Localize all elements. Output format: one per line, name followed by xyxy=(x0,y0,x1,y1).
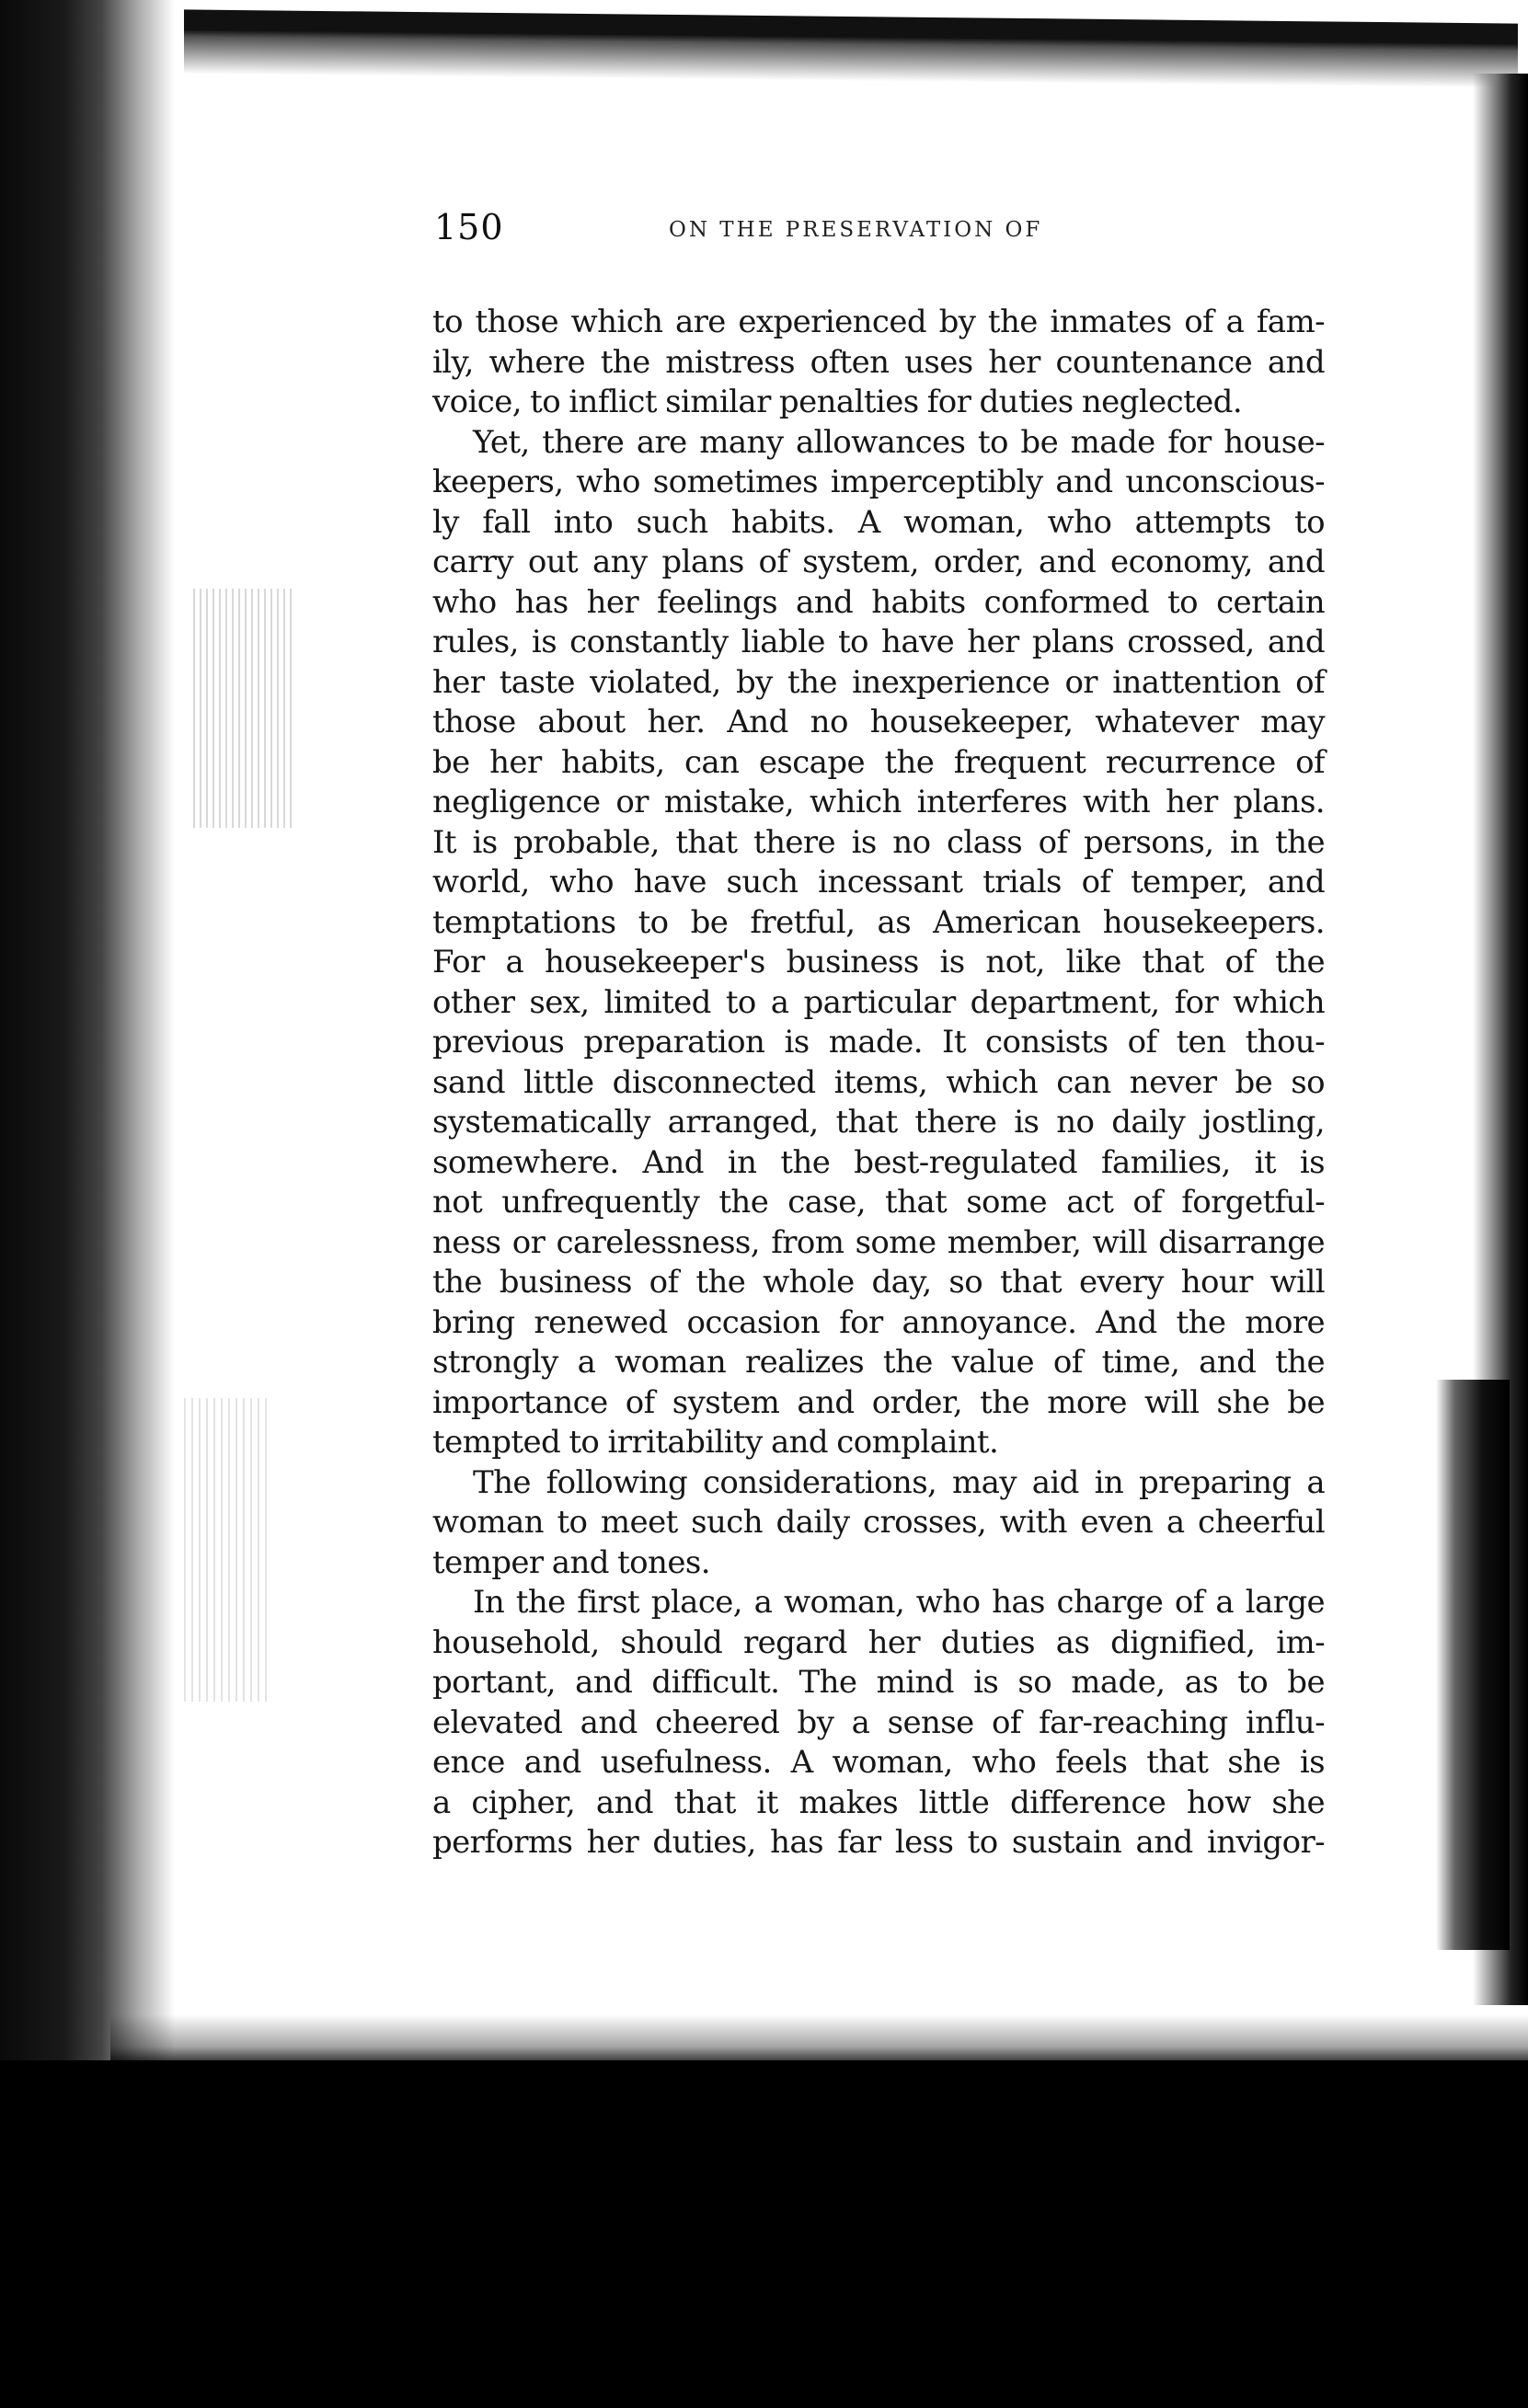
paragraph-3 xyxy=(432,1463,1325,1584)
text-line: bring renewed occasion for annoyance. And the more xyxy=(432,1303,1325,1341)
text-line: ly fall into such habits. A woman, who attempts to xyxy=(432,503,1325,541)
text-line: previous preparation is made. It consists of ten thou- xyxy=(432,1024,1325,1061)
text-line: somewhere. And in the best-regulated families, it is xyxy=(432,1143,1325,1181)
text-line: her taste violated, by the inexperience or inattention of xyxy=(432,663,1325,701)
text-line: The following considerations, may aid in preparing a xyxy=(473,1463,1325,1501)
text-line: household, should regard her duties as dignified, im- xyxy=(432,1623,1325,1661)
text-line: ness or carelessness, from some member, will disarrange xyxy=(432,1223,1325,1261)
text-line: other sex, limited to a particular department, for which xyxy=(432,983,1325,1021)
text-line: tempted to irritability and complaint. xyxy=(432,1424,999,1461)
text-line: In the first place, a woman, who has charge of a large xyxy=(473,1584,1325,1621)
text-line: importance of system and order, the more will she be xyxy=(432,1383,1325,1421)
text-line: sand little disconnected items, which can never be so xyxy=(432,1063,1325,1101)
scan-right-dark-patch xyxy=(1436,1380,1510,1950)
text-line: world, who have such incessant trials of temper, and xyxy=(432,864,1325,900)
text-line: rules, is constantly liable to have her plans crossed, and xyxy=(432,624,1325,660)
text-line: voice, to inflict similar penalties for duties neglected. xyxy=(432,384,1243,420)
paragraph-4 xyxy=(432,1583,1325,1863)
text-line: Yet, there are many allowances to be made for house- xyxy=(473,423,1325,461)
paragraph-1 xyxy=(432,303,1325,423)
text-line: ence and usefulness. A woman, who feels that she is xyxy=(432,1744,1325,1781)
page-number: 150 xyxy=(434,207,504,247)
scan-bottom-black-area xyxy=(0,2060,1528,2408)
text-line: temper and tones. xyxy=(432,1543,710,1581)
text-line: a cipher, and that it makes little difference how she xyxy=(432,1783,1325,1821)
text-line: the business of the whole day, so that every hour will xyxy=(432,1264,1325,1301)
text-line: It is probable, that there is no class of persons, in the xyxy=(432,823,1325,861)
running-head xyxy=(432,198,1325,253)
body-text xyxy=(432,303,1325,1863)
book-page xyxy=(432,198,1325,1863)
scan-bleed-through-upper xyxy=(193,589,294,828)
text-line: ily, where the mistress often uses her countenance and xyxy=(432,343,1325,381)
text-line: temptations to be fretful, as American housekeepers. xyxy=(432,903,1325,941)
text-line: not unfrequently the case, that some act of forgetful- xyxy=(432,1184,1325,1221)
text-line: woman to meet such daily crosses, with even a cheerful xyxy=(432,1504,1325,1541)
text-line: who has her feelings and habits conformed to certain xyxy=(432,583,1325,621)
text-line: be her habits, can escape the frequent recurrence of xyxy=(432,743,1325,781)
text-line: negligence or mistake, which interferes with her plans. xyxy=(432,784,1325,820)
text-line: those about her. And no housekeeper, whatever may xyxy=(432,704,1325,740)
text-line: performs her duties, has far less to sustain and invigor- xyxy=(432,1824,1325,1861)
paragraph-2 xyxy=(432,423,1325,1463)
text-line: to those which are experienced by the inmates of a fam- xyxy=(432,304,1325,340)
scan-bleed-through-lower xyxy=(184,1398,267,1702)
text-line: carry out any plans of system, order, and economy, and xyxy=(432,544,1325,580)
running-title: ON THE PRESERVATION OF xyxy=(669,218,1043,242)
text-line: elevated and cheered by a sense of far-reaching influ- xyxy=(432,1703,1325,1741)
text-line: For a housekeeper's business is not, like that of the xyxy=(432,944,1325,980)
text-line: systematically arranged, that there is no daily jostling, xyxy=(432,1104,1325,1141)
scan-top-edge-shadow xyxy=(184,9,1518,87)
text-line: keepers, who sometimes imperceptibly and unconscious- xyxy=(432,464,1325,500)
text-line: portant, and difficult. The mind is so made, as to be xyxy=(432,1664,1325,1701)
text-line: strongly a woman realizes the value of time, and the xyxy=(432,1344,1325,1381)
